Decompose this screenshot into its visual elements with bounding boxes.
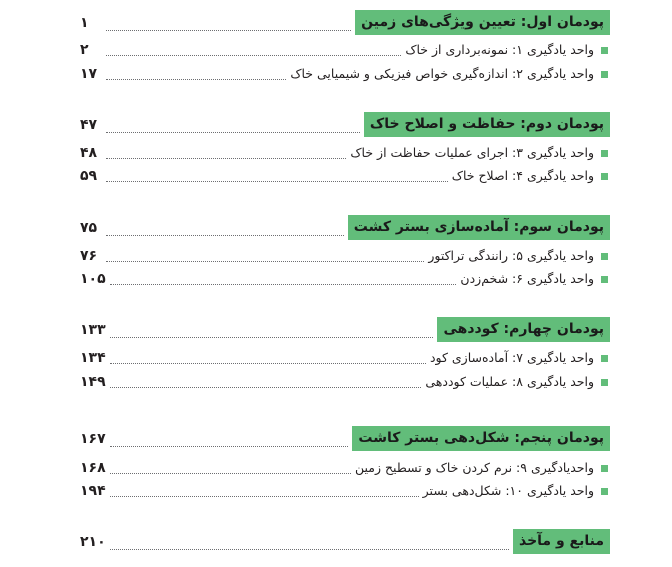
unit-row[interactable]: [80, 40, 610, 60]
dot-leader: [110, 387, 422, 388]
unit-title: واحد یادگیری ۲: اندازه‌گیری خواص فیزیکی و شیمیایی خاک: [290, 66, 594, 81]
unit-entry: [290, 65, 610, 83]
unit-title: واحد یادگیری ۷: آماده‌سازی کود: [429, 350, 594, 365]
dot-leader: [110, 496, 419, 497]
unit-row[interactable]: [80, 64, 610, 84]
unit-title: واحد یادگیری ۴: اصلاح خاک: [451, 168, 594, 183]
part-row[interactable]: [80, 426, 610, 451]
unit-row[interactable]: [80, 481, 610, 501]
unit-title: واحد یادگیری ۱۰: شکل‌دهی بستر: [422, 483, 594, 498]
unit-entry: [405, 41, 610, 59]
unit-row[interactable]: [80, 458, 610, 478]
unit-title: واحد یادگیری ۵: رانندگی تراکتور: [428, 248, 594, 263]
unit-entry: [423, 482, 610, 500]
square-bullet-icon: [601, 379, 608, 386]
page-number: ۴۷: [80, 116, 98, 133]
part-title: پودمان دوم: حفاظت و اصلاح خاک: [364, 112, 610, 137]
unit-row[interactable]: [80, 372, 610, 392]
dot-leader: [110, 446, 349, 447]
page-number: ۴۸: [80, 145, 98, 161]
unit-title: واحد یادگیری ۶: شخم‌زدن: [460, 271, 594, 286]
unit-entry: [425, 373, 610, 391]
unit-entry: [452, 167, 610, 185]
page-number: ۱۷: [80, 66, 98, 82]
dot-leader: [106, 261, 424, 262]
unit-entry: [350, 144, 610, 162]
dot-leader: [106, 181, 448, 182]
page-number: ۷۵: [80, 219, 98, 236]
square-bullet-icon: [601, 465, 608, 472]
part-title: پودمان سوم: آماده‌سازی بستر کشت: [348, 215, 610, 240]
part-title: پودمان اول: تعیین ویژگی‌های زمین: [355, 10, 610, 35]
unit-row[interactable]: [80, 166, 610, 186]
unit-entry: [355, 459, 610, 477]
page-number: ۷۶: [80, 248, 98, 264]
unit-entry: [430, 349, 610, 367]
page-number: ۱۳۴: [80, 350, 106, 366]
square-bullet-icon: [601, 47, 608, 54]
page-number: ۱۹۴: [80, 483, 106, 499]
unit-row[interactable]: [80, 348, 610, 368]
references-row[interactable]: [80, 529, 610, 554]
dot-leader: [106, 158, 346, 159]
unit-entry: [428, 247, 610, 265]
page-number: ۱۶۷: [80, 430, 106, 447]
part-row[interactable]: [80, 112, 610, 137]
part-row[interactable]: [80, 10, 610, 35]
page-number: ۲۱۰: [80, 533, 106, 550]
square-bullet-icon: [601, 173, 608, 180]
page-number: ۱: [80, 14, 89, 31]
square-bullet-icon: [601, 355, 608, 362]
unit-title: واحد یادگیری ۳: اجرای عملیات حفاظت از خاک: [350, 145, 594, 160]
part-row[interactable]: [80, 215, 610, 240]
square-bullet-icon: [601, 71, 608, 78]
unit-row[interactable]: [80, 246, 610, 266]
dot-leader: [110, 473, 351, 474]
page-number: ۵۹: [80, 168, 98, 184]
dot-leader: [106, 30, 351, 31]
references-title: منابع و مآخذ: [513, 529, 610, 554]
unit-title: واحدیادگیری ۹: نرم کردن خاک و تسطیح زمین: [354, 460, 594, 475]
dot-leader: [110, 549, 509, 550]
square-bullet-icon: [601, 276, 608, 283]
dot-leader: [110, 284, 457, 285]
page-number: ۱۴۹: [80, 374, 106, 390]
unit-row[interactable]: [80, 269, 610, 289]
page-number: ۲: [80, 42, 89, 58]
dot-leader: [106, 235, 344, 236]
unit-title: واحد یادگیری ۱: نمونه‌برداری از خاک: [405, 42, 594, 57]
part-title: پودمان چهارم: کوددهی: [437, 317, 610, 342]
square-bullet-icon: [601, 150, 608, 157]
dot-leader: [110, 337, 434, 338]
page-number: ۱۶۸: [80, 460, 106, 476]
dot-leader: [106, 132, 360, 133]
part-row[interactable]: [80, 317, 610, 342]
square-bullet-icon: [601, 488, 608, 495]
dot-leader: [110, 363, 426, 364]
dot-leader: [106, 79, 286, 80]
unit-title: واحد یادگیری ۸: عملیات کوددهی: [425, 374, 594, 389]
unit-entry: [460, 270, 610, 288]
dot-leader: [106, 55, 401, 56]
page-number: ۱۳۳: [80, 321, 106, 338]
unit-row[interactable]: [80, 143, 610, 163]
page-number: ۱۰۵: [80, 271, 106, 287]
square-bullet-icon: [601, 253, 608, 260]
part-title: پودمان پنجم: شکل‌دهی بستر کاشت: [352, 426, 610, 451]
